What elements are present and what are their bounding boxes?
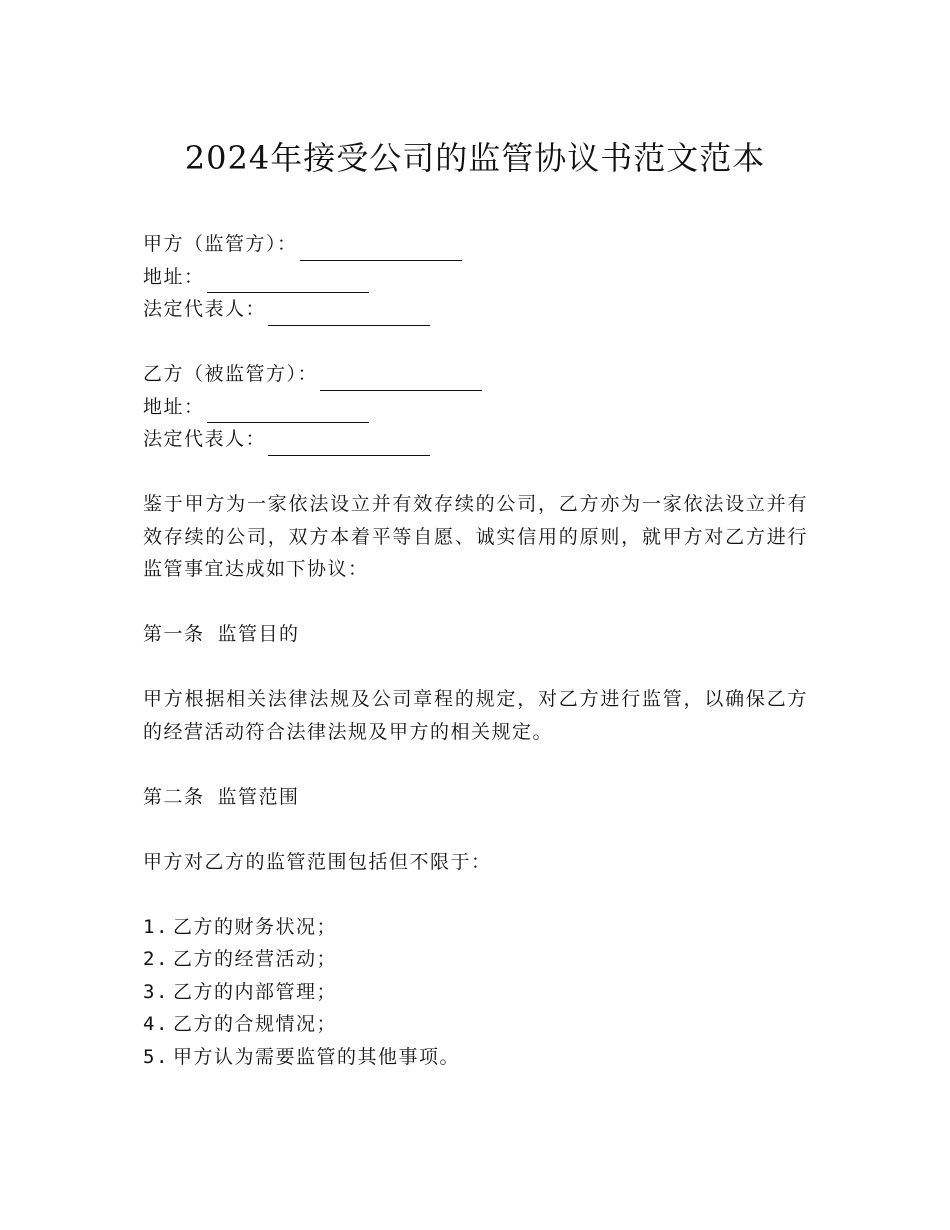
party-a-rep-blank	[268, 303, 430, 326]
article-2-heading: 第二条 监管范围	[143, 785, 300, 808]
list-item-number: 5.	[143, 1045, 169, 1068]
party-a-address-line	[143, 261, 808, 294]
list-item-text: 乙方的合规情况；	[173, 1013, 338, 1035]
party-b-address-label: 地址：	[143, 395, 205, 418]
list-item	[143, 976, 808, 1009]
party-b-rep-label: 法定代表人：	[143, 428, 267, 450]
list-item	[143, 911, 808, 944]
spacer	[143, 326, 808, 359]
list-item-text: 乙方的内部管理；	[173, 980, 338, 1003]
party-b-rep-blank	[268, 433, 430, 456]
list-item-text: 甲方认为需要监管的其他事项。	[173, 1045, 461, 1068]
list-item-text: 乙方的财务状况；	[173, 915, 338, 938]
spacer	[143, 456, 808, 489]
document-body	[143, 228, 808, 1073]
list-item-number: 1.	[143, 915, 169, 938]
party-a-address-blank	[207, 270, 369, 293]
spacer	[143, 748, 808, 781]
spacer	[143, 813, 808, 846]
spacer	[143, 651, 808, 684]
preamble-paragraph: 鉴于甲方为一家依法设立并有效存续的公司，乙方亦为一家依法设立并有效存续的公司，双方本着平等自愿、诚实信用的原则，就甲方对乙方进行监管事宜达成如下协议：	[143, 493, 808, 580]
party-b-line	[143, 358, 808, 391]
list-item-number: 4.	[143, 1013, 169, 1035]
party-b-label: 乙方（被监管方）：	[143, 363, 319, 385]
party-b-address-blank	[207, 400, 369, 423]
party-a-rep-label: 法定代表人：	[143, 298, 267, 320]
article-1-paragraph: 甲方根据相关法律法规及公司章程的规定，对乙方进行监管，以确保乙方的经营活动符合法律法规及甲方的相关规定。	[143, 688, 808, 743]
party-b-address-line	[143, 391, 808, 424]
document-title: 2024年接受公司的监管协议书范文范本	[184, 139, 766, 177]
list-item-text: 乙方的经营活动；	[173, 948, 338, 970]
list-item	[143, 1041, 808, 1074]
party-a-label: 甲方（监管方）：	[143, 233, 298, 255]
party-a-line	[143, 228, 808, 261]
list-item-number: 2.	[143, 948, 169, 970]
article-1-heading: 第一条 监管目的	[143, 623, 300, 645]
party-b-blank	[320, 368, 482, 391]
list-item	[143, 1008, 808, 1041]
party-b-rep-line	[143, 423, 808, 456]
spacer	[143, 878, 808, 911]
article-2-intro: 甲方对乙方的监管范围包括但不限于：	[143, 850, 492, 873]
list-item	[143, 943, 808, 976]
list-item-number: 3.	[143, 980, 169, 1003]
party-a-address-label: 地址：	[143, 265, 205, 288]
party-a-rep-line	[143, 293, 808, 326]
spacer	[143, 586, 808, 619]
party-a-blank	[300, 238, 462, 261]
